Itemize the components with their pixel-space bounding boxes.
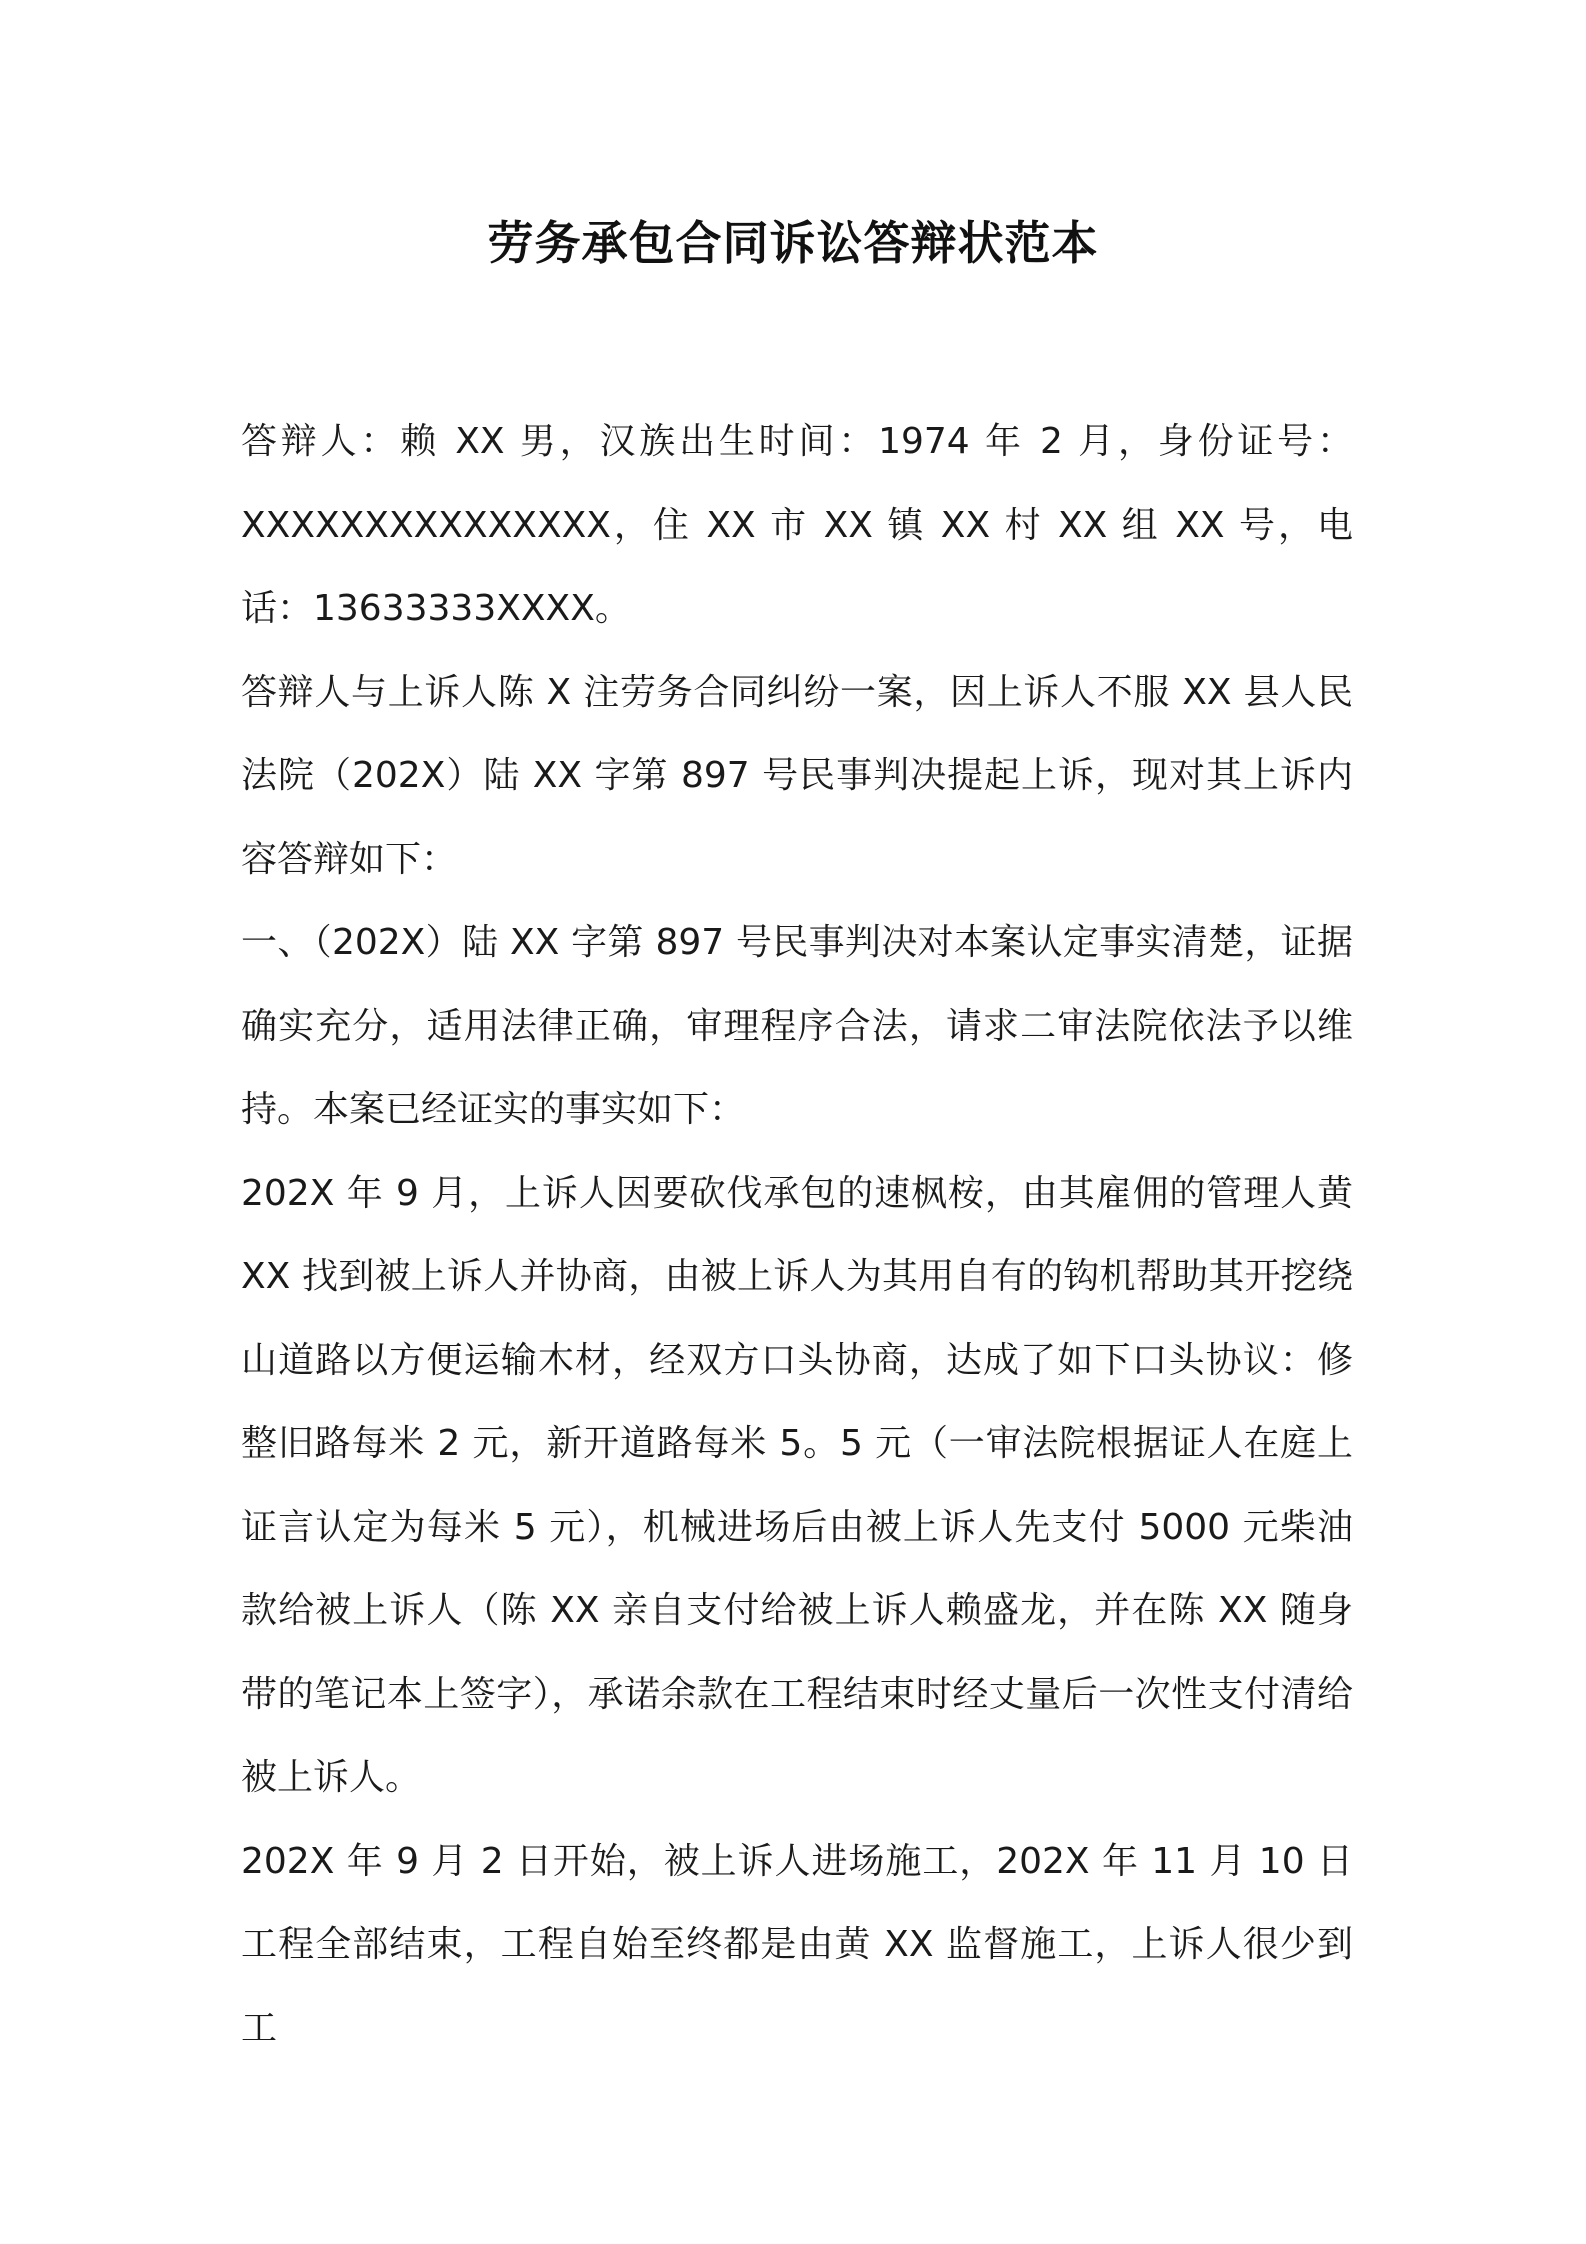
paragraph-facts-construction: 202X 年 9 月 2 日开始，被上诉人进场施工，202X 年 11 月 10 日工程全部结束，工程自始至终都是由黄 XX 监督施工，上诉人很少到工 bbox=[241, 1840, 1353, 2049]
paragraph-point-one: 一、（202X）陆 XX 字第 897 号民事判决对本案认定事实清楚，证据确实充分，适用法律正确，审理程序合法，请求二审法院依法予以维持。本案已经证实的事实如下： bbox=[241, 922, 1353, 1130]
document-title: 劳务承包合同诉讼答辩状范本 bbox=[487, 216, 1099, 270]
paragraph-facts-agreement: 202X 年 9 月，上诉人因要砍伐承包的速枫桉，由其雇佣的管理人黄 XX 找到被上诉人并协商，由被上诉人为其用自有的钩机帮助其开挖绕山道路以方便运输木材，经双方口头协商，达成了如下口头协议：修整旧路每米 2 元，新开道路每米 5。5 元（一审法院根据证人在庭上证言认定为每米 5 元），机械进场后由被上诉人先支付 5000 元柴油款给被上诉人（陈 XX 亲自支付给被上诉人赖盛龙，并在陈 XX 随身带的笔记本上签字），承诺余款在工程结束时经丈量后一次性支付清给被上诉人。 bbox=[241, 1172, 1353, 1798]
paragraph-respondent-info: 答辩人：赖 XX 男，汉族出生时间：1974 年 2 月，身份证号：XXXXXXXXXXXXXXX，住 XX 市 XX 镇 XX 村 XX 组 XX 号，电话：13633333XXXX。 bbox=[241, 421, 1353, 629]
document-body bbox=[241, 400, 1353, 2070]
paragraph-case-intro: 答辩人与上诉人陈 X 注劳务合同纠纷一案，因上诉人不服 XX 县人民法院（202X）陆 XX 字第 897 号民事判决提起上诉，现对其上诉内容答辩如下： bbox=[241, 671, 1353, 880]
